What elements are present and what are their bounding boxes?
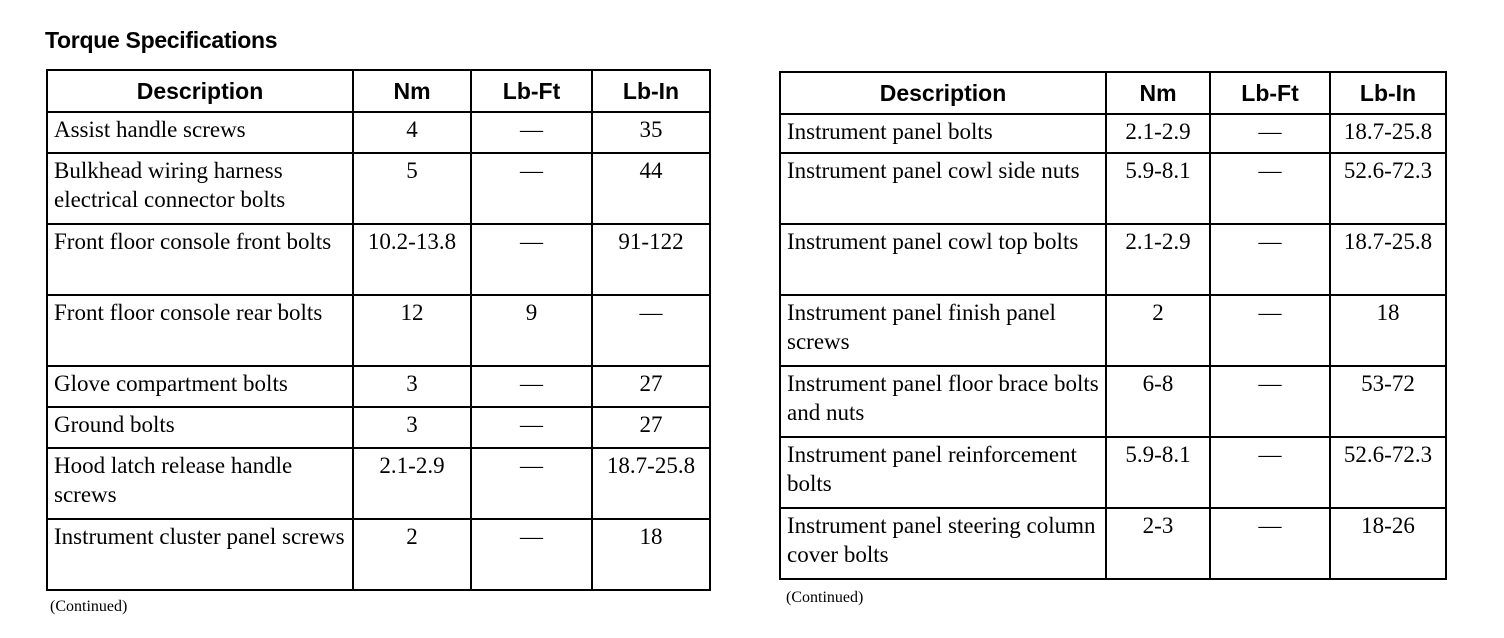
table-row xyxy=(47,295,710,366)
cell-nm: 2.1-2.9 xyxy=(1106,224,1210,295)
cell-lbft: — xyxy=(1210,114,1330,153)
cell-lbft: — xyxy=(1210,437,1330,508)
cell-nm: 2 xyxy=(353,519,471,590)
table-row xyxy=(780,437,1446,508)
cell-description: Assist handle screws xyxy=(47,112,353,153)
column-header-lbin: Lb-In xyxy=(1330,72,1446,114)
cell-lbft: — xyxy=(471,448,592,519)
cell-lbin: 18 xyxy=(592,519,710,590)
cell-lbft: — xyxy=(471,112,592,153)
cell-lbin: 52.6-72.3 xyxy=(1330,437,1446,508)
continued-note-left: (Continued) xyxy=(50,598,128,615)
cell-lbft: 9 xyxy=(471,295,592,366)
cell-lbin: 18 xyxy=(1330,295,1446,366)
table-header-row xyxy=(780,72,1446,114)
cell-description: Instrument panel finish panel screws xyxy=(780,295,1106,366)
cell-description: Instrument panel bolts xyxy=(780,114,1106,153)
table-body-right xyxy=(780,114,1446,579)
cell-lbin: 53-72 xyxy=(1330,366,1446,437)
cell-nm: 4 xyxy=(353,112,471,153)
table-row xyxy=(780,366,1446,437)
table-row xyxy=(780,153,1446,224)
torque-table-right xyxy=(779,71,1447,580)
table-row xyxy=(47,407,710,448)
cell-nm: 3 xyxy=(353,407,471,448)
cell-description: Instrument panel steering column cover bolts xyxy=(780,508,1106,579)
table-header-row xyxy=(47,70,710,112)
continued-note-right: (Continued) xyxy=(786,589,864,606)
cell-nm: 5 xyxy=(353,153,471,224)
column-header-lbft: Lb-Ft xyxy=(471,70,592,112)
cell-lbin: 27 xyxy=(592,366,710,407)
cell-description: Instrument panel cowl top bolts xyxy=(780,224,1106,295)
column-header-lbft: Lb-Ft xyxy=(1210,72,1330,114)
cell-lbft: — xyxy=(471,153,592,224)
cell-lbin: 91-122 xyxy=(592,224,710,295)
cell-lbft: — xyxy=(1210,366,1330,437)
column-header-lbin: Lb-In xyxy=(592,70,710,112)
cell-lbin: 52.6-72.3 xyxy=(1330,153,1446,224)
cell-nm: 5.9-8.1 xyxy=(1106,437,1210,508)
cell-description: Instrument panel cowl side nuts xyxy=(780,153,1106,224)
cell-description: Instrument cluster panel screws xyxy=(47,519,353,590)
cell-nm: 6-8 xyxy=(1106,366,1210,437)
cell-description: Front floor console rear bolts xyxy=(47,295,353,366)
cell-description: Ground bolts xyxy=(47,407,353,448)
cell-lbft: — xyxy=(1210,508,1330,579)
cell-lbft: — xyxy=(1210,153,1330,224)
table-row xyxy=(47,448,710,519)
table-body-left xyxy=(47,112,710,590)
cell-nm: 2-3 xyxy=(1106,508,1210,579)
table-row xyxy=(780,114,1446,153)
cell-description: Instrument panel reinforcement bolts xyxy=(780,437,1106,508)
table-row xyxy=(780,224,1446,295)
column-header-description: Description xyxy=(780,72,1106,114)
torque-table-left xyxy=(46,69,711,591)
cell-lbft: — xyxy=(471,519,592,590)
table-row xyxy=(47,224,710,295)
cell-description: Glove compartment bolts xyxy=(47,366,353,407)
cell-lbft: — xyxy=(1210,224,1330,295)
column-header-nm: Nm xyxy=(1106,72,1210,114)
cell-description: Hood latch release handle screws xyxy=(47,448,353,519)
table-row xyxy=(780,508,1446,579)
column-header-nm: Nm xyxy=(353,70,471,112)
cell-nm: 10.2-13.8 xyxy=(353,224,471,295)
cell-lbft: — xyxy=(471,224,592,295)
cell-nm: 12 xyxy=(353,295,471,366)
cell-nm: 3 xyxy=(353,366,471,407)
cell-nm: 2 xyxy=(1106,295,1210,366)
cell-lbin: — xyxy=(592,295,710,366)
column-header-description: Description xyxy=(47,70,353,112)
cell-lbin: 27 xyxy=(592,407,710,448)
table-row xyxy=(47,366,710,407)
cell-lbin: 18.7-25.8 xyxy=(1330,114,1446,153)
cell-lbft: — xyxy=(471,407,592,448)
cell-nm: 2.1-2.9 xyxy=(1106,114,1210,153)
cell-lbft: — xyxy=(1210,295,1330,366)
cell-lbin: 18.7-25.8 xyxy=(1330,224,1446,295)
table-row xyxy=(47,153,710,224)
table-row xyxy=(47,112,710,153)
page-title: Torque Specifications xyxy=(45,27,278,53)
cell-nm: 5.9-8.1 xyxy=(1106,153,1210,224)
cell-lbin: 18.7-25.8 xyxy=(592,448,710,519)
cell-description: Bulkhead wiring harness electrical connector bolts xyxy=(47,153,353,224)
cell-lbin: 44 xyxy=(592,153,710,224)
cell-nm: 2.1-2.9 xyxy=(353,448,471,519)
cell-description: Instrument panel floor brace bolts and nuts xyxy=(780,366,1106,437)
cell-lbin: 18-26 xyxy=(1330,508,1446,579)
table-row xyxy=(780,295,1446,366)
cell-lbin: 35 xyxy=(592,112,710,153)
cell-description: Front floor console front bolts xyxy=(47,224,353,295)
table-row xyxy=(47,519,710,590)
cell-lbft: — xyxy=(471,366,592,407)
